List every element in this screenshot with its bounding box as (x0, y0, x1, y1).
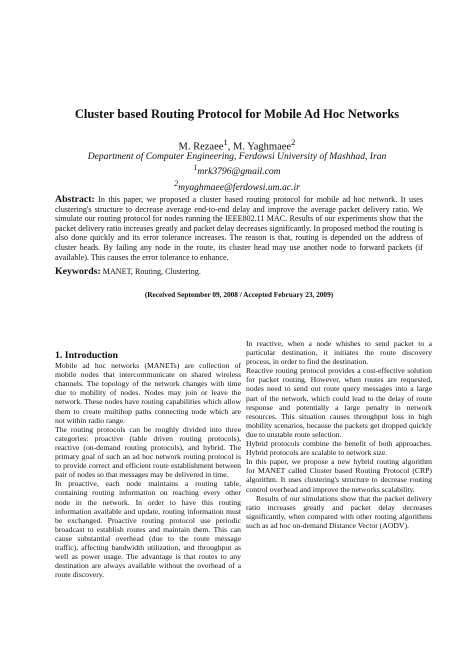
email-address: myaghmaee@ferdowsi.um.ac.ir (178, 182, 300, 194)
paragraph: In this paper, we propose a new hybrid routing algorithm for MANET called Cluster based Routing Protocol (CRP) algorithm. It uses clustering's structure to decrease routing control overhead and improve the networks scalability. (246, 457, 432, 494)
author-separator: , (227, 141, 234, 153)
left-column (55, 351, 241, 579)
abstract-text: In this paper, we proposed a cluster based routing protocol for mobile ad hoc network. It uses clustering's structure to decrease average end-to-end delay and improve the average packet delivery ratio. We simulate our routing protocol for nodes running the IEEE802.11 MAC. Results of our experiments show that the packet delivery ratio increases greatly and packet delay decreases significantly. In proposed method the routing is also done quickly and its error tolerance increases. The reason is that, routing is depended on the address of cluster heads. By failing any node in the route, its cluster head may use another node to forward packets (if available). This causes the error tolerance to enhance. (55, 195, 423, 262)
affiliation-email-1 (0, 162, 474, 178)
paragraph: Reactive routing protocol provides a cost-effective solution for packet routing. However, when routes are requested, nodes need to send out route query messages into a large part of the network, which could lead to the delay of route response and potentially a large penalty in network resources. This situation causes throughput loss in high mobility scenarios, because the packets get dropped quickly due to unstable route selection. (246, 366, 432, 439)
affiliation-department: Department of Computer Engineering, Ferdowsi University of Mashhad, Iran (87, 151, 387, 162)
email-superscript: 1 (193, 163, 198, 173)
affiliation-email-2 (0, 178, 474, 194)
email-address: mrk3796@gmail.com (197, 166, 281, 178)
paragraph: The routing protocols can be roughly divided into three categories: proactive (table driven routing protocols), reactive (on-demand routing protocols), and hybrid. The primary goal of such an ad hoc network routing protocol is to provide correct and efficient route establishment between pair of nodes so that messages may be delivered in time. (55, 424, 241, 480)
keywords-label: Keywords: (55, 266, 101, 277)
right-column (246, 339, 432, 530)
affiliation-block (0, 151, 474, 194)
author-superscript: 1 (223, 137, 228, 147)
paragraph: Mobile ad hoc networks (MANETs) are collection of mobile nodes that intercommunicate on shared wireless channels. The topology of the network changes with time due to mobility of nodes. Nodes may join or leave the network. These nodes have routing capabilities which allow them to create multihop paths connecting node which are not within radio range. (55, 361, 241, 425)
author-name: M. Rezaee (178, 141, 224, 153)
email-superscript: 2 (174, 179, 179, 188)
author-superscript: 2 (291, 137, 296, 147)
paragraph: Results of our simulations show that the packet delivery ratio increases greatly and packet delay decreases significantly, when compared with other routing algorithms such as ad hoc on-demand Distance Vector (AODV). (246, 493, 432, 530)
paragraph: In proactive, each node maintains a routing table, containing routing information on reaching every other node in the network. In order to have this routing information available and update, routing information must be exchanged. Proactive routing protocol use periodic broadcast to establish routes and maintain them. This can cause substantial overhead (due to the route message traffic), affecting bandwidth utilization, and throughput as well as power usage. The advantage is that routes to any destination are always available without the overhead of a route discovery. (55, 479, 241, 580)
section-heading: 1. Introduction (55, 350, 118, 361)
paper-title: Cluster based Routing Protocol for Mobile Ad Hoc Networks (74, 107, 400, 121)
paragraph: Hybrid protocols combine the benefit of both approaches. Hybrid protocols are scalable to network size. (246, 439, 432, 458)
abstract (55, 195, 423, 262)
keywords-text: MANET, Routing, Clustering. (100, 267, 201, 276)
keywords (55, 266, 423, 277)
paragraph: In reactive, when a node whishes to send packet to a particular destination, it initiates the route discovery process, in order to find the destination. (246, 339, 432, 367)
received-date: (Received September 09, 2008 / Accepted February 23, 2009) (144, 290, 334, 299)
abstract-label: Abstract: (55, 194, 95, 205)
author-name: M. Yaghmaee (233, 141, 292, 153)
